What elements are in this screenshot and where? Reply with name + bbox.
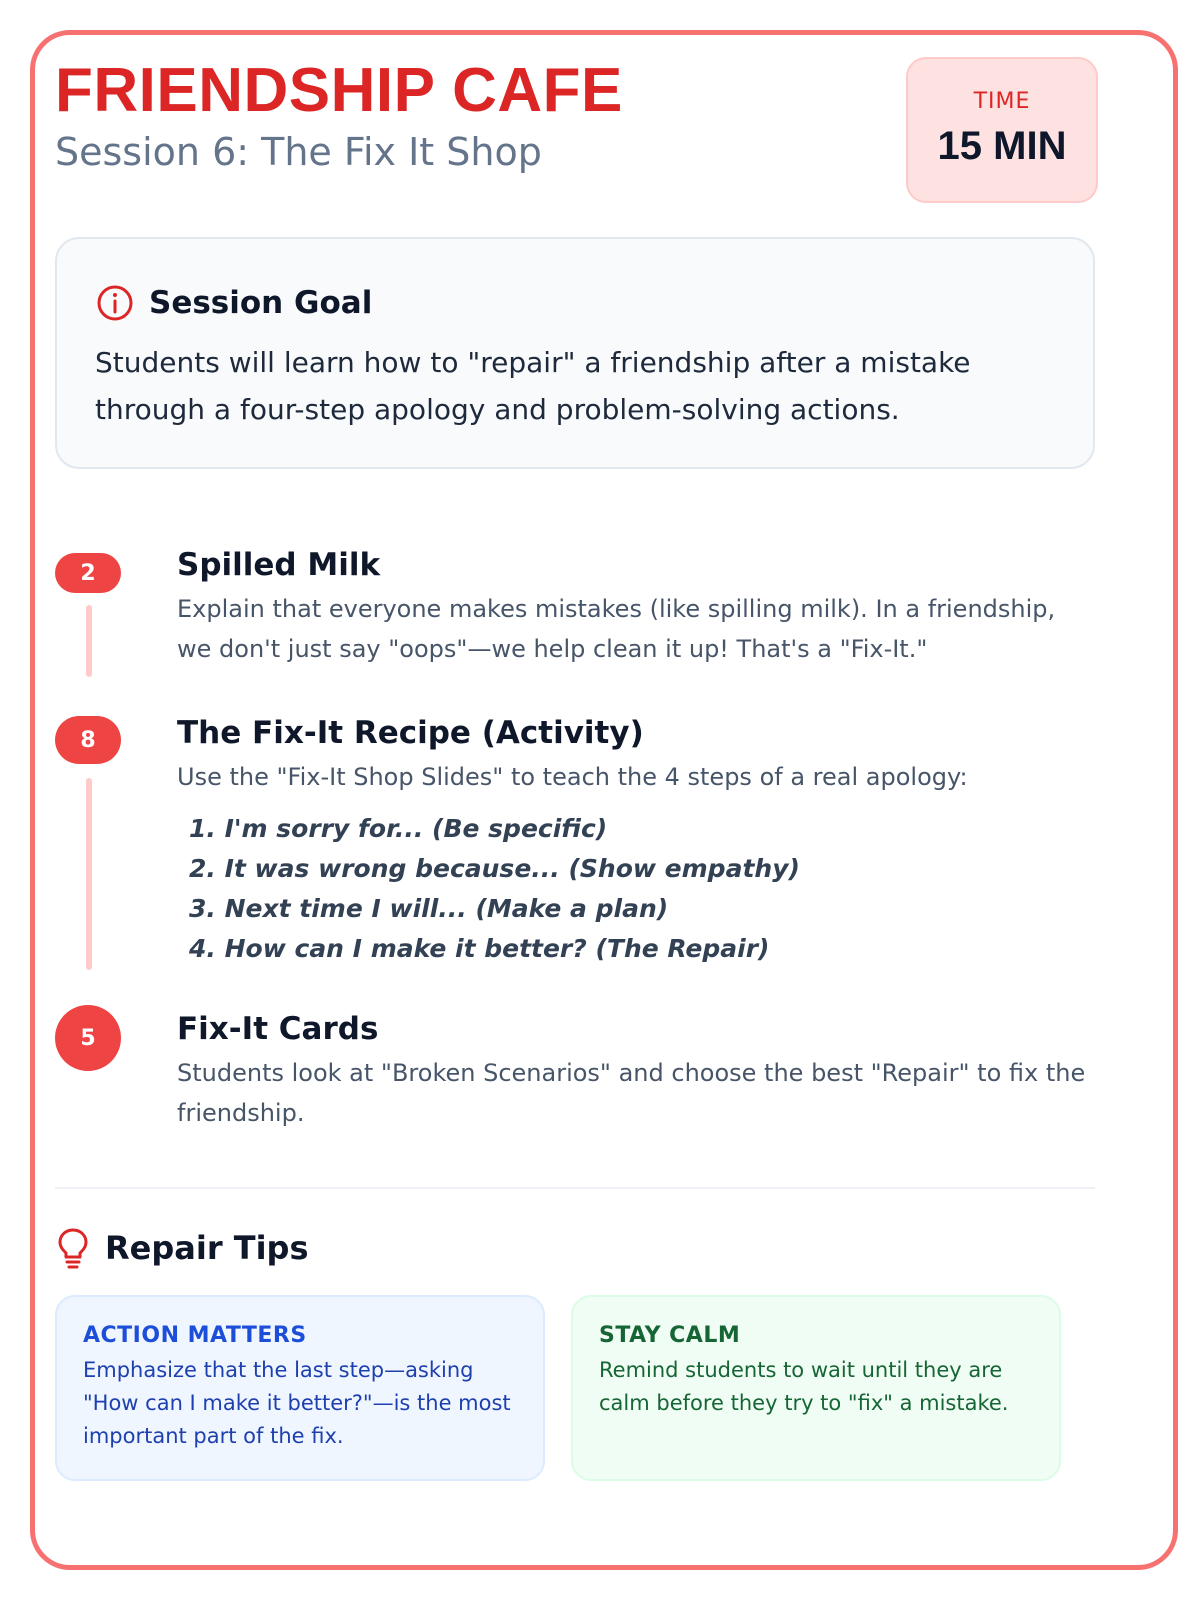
tip-text: Remind students to wait until they are calm before they try to "fix" a mistake.: [599, 1358, 1009, 1415]
repair-tips-title: Repair Tips: [105, 1229, 309, 1267]
lightbulb-icon: [55, 1226, 91, 1270]
page-title: FRIENDSHIP CAFE: [55, 56, 623, 125]
tip-title: STAY CALM: [599, 1323, 741, 1348]
time-label: TIME: [973, 89, 1031, 114]
tip-title: ACTION MATTERS: [83, 1323, 307, 1348]
step-title: The Fix-It Recipe (Activity): [177, 715, 644, 751]
tip-text: Emphasize that the last step—asking "How can I make it better?"—is the most important part of the fix.: [83, 1358, 511, 1448]
step-description: Explain that everyone makes mistakes (like spilling milk). In a friendship, we don't just say "oops"—we help clean it up! That's a "Fix-It.": [177, 595, 1056, 663]
step-fix-it-recipe: [55, 713, 1095, 1009]
tip-card-action-matters: [55, 1295, 545, 1481]
step-title: Fix-It Cards: [177, 1011, 379, 1047]
header: [55, 56, 1095, 230]
list-item: 4. How can I make it better? (The Repair): [189, 934, 770, 963]
step-spilled-milk: [55, 545, 1095, 713]
info-icon: [95, 283, 135, 323]
session-goal-title: Session Goal: [149, 285, 373, 321]
repair-tips-header: [55, 1226, 308, 1270]
step-connector-line: [86, 778, 92, 970]
step-minutes-badge: 2: [55, 553, 121, 593]
step-description: Students look at "Broken Scenarios" and choose the best "Repair" to fix the friendship.: [177, 1059, 1086, 1127]
step-minutes-badge: 8: [55, 716, 121, 764]
list-item: 2. It was wrong because... (Show empathy): [189, 854, 800, 883]
section-divider: [55, 1187, 1095, 1189]
time-badge: [906, 57, 1098, 203]
apology-steps-list: [177, 809, 1095, 969]
session-goal-header: [95, 283, 372, 323]
list-item: 3. Next time I will... (Make a plan): [189, 894, 669, 923]
step-title: Spilled Milk: [177, 547, 381, 583]
list-item: 1. I'm sorry for... (Be specific): [189, 814, 608, 843]
session-goal-text: Students will learn how to "repair" a friendship after a mistake through a four-step apology and problem-solving actions.: [95, 346, 971, 426]
time-value: 15 MIN: [937, 124, 1067, 168]
session-subtitle: Session 6: The Fix It Shop: [55, 130, 542, 174]
step-fix-it-cards: [55, 1009, 1095, 1159]
tip-card-stay-calm: [571, 1295, 1061, 1481]
step-minutes-badge: 5: [55, 1005, 121, 1071]
step-description: Use the "Fix-It Shop Slides" to teach the 4 steps of a real apology:: [177, 763, 968, 791]
step-connector-line: [86, 605, 92, 677]
activity-steps: [55, 545, 1095, 1159]
session-goal-box: [55, 237, 1095, 469]
